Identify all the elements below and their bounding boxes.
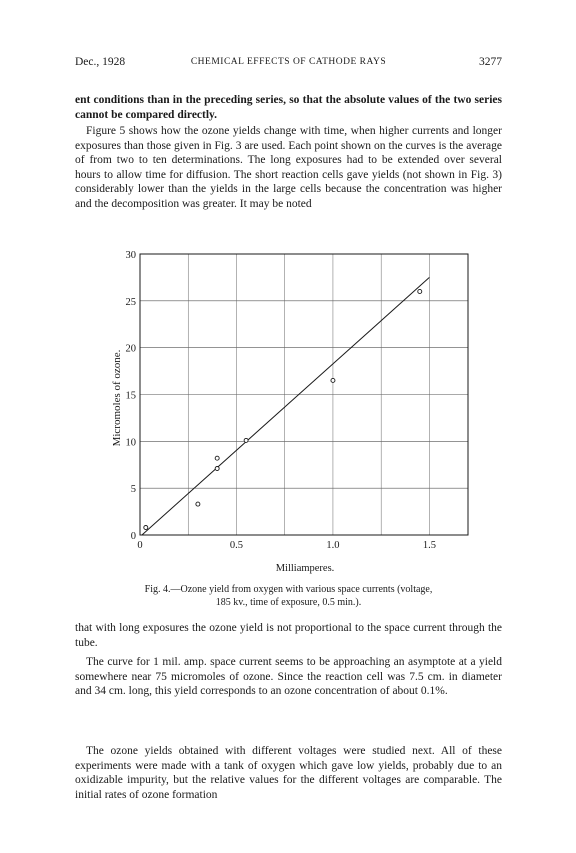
header-date: Dec., 1928 bbox=[75, 56, 126, 68]
data-point bbox=[215, 456, 219, 460]
paragraph-continuation: ent conditions than in the preceding series, so that the absolute values of the two series cannot be compared directly. bbox=[75, 94, 502, 121]
x-tick-label: 0 bbox=[137, 540, 143, 551]
y-tick-label: 15 bbox=[125, 390, 136, 402]
y-tick-label: 5 bbox=[130, 484, 136, 496]
y-tick-label: 10 bbox=[125, 437, 136, 449]
data-point bbox=[331, 378, 335, 382]
data-point bbox=[215, 466, 219, 470]
y-tick-label: 30 bbox=[125, 250, 136, 261]
caption-line-1: Fig. 4.—Ozone yield from oxygen with various space currents (voltage, bbox=[144, 584, 433, 595]
x-tick-label: 1.5 bbox=[422, 540, 436, 551]
paragraph-asymptote: The curve for 1 mil. amp. space current seems to be approaching an asymptote at a yield somewhere near 75 micromoles of ozone. Since the reaction cell was 7.5 cm. in diameter and 34 cm. long, this yield corresponds to an ozone concentration of about 0.1%. bbox=[75, 656, 502, 698]
data-point bbox=[144, 526, 148, 530]
x-tick-labels bbox=[137, 540, 436, 551]
data-points-layer bbox=[144, 289, 422, 529]
y-tick-labels bbox=[126, 250, 137, 542]
data-point bbox=[244, 438, 248, 442]
paragraph-proportionality: that with long exposures the ozone yield is not proportional to the space current through the tube. bbox=[75, 622, 502, 649]
y-tick-label: 0 bbox=[130, 531, 136, 542]
data-point bbox=[196, 502, 200, 506]
paragraph-voltages: The ozone yields obtained with different voltages were studied next. All of these experiments were made with a tank of oxygen which gave low yields, probably due to an oxidizable impurity, but the relative values for the different voltages are comparable. The initial rates of ozone formation bbox=[75, 745, 502, 801]
figure-4-chart bbox=[0, 238, 576, 574]
header-title: CHEMICAL EFFECTS OF CATHODE RAYS bbox=[190, 57, 387, 67]
y-tick-label: 20 bbox=[125, 343, 136, 355]
fit-line-layer bbox=[142, 277, 429, 535]
fit-line bbox=[142, 277, 429, 535]
x-tick-label: 1.0 bbox=[326, 540, 340, 551]
running-header bbox=[75, 56, 502, 70]
x-axis-label: Milliamperes. bbox=[275, 563, 335, 574]
caption-line-2: 185 kv., time of exposure, 0.5 min.). bbox=[215, 596, 362, 608]
paragraph-figure-5: Figure 5 shows how the ozone yields change with time, when higher currents and longer exposures than those given in Fig. 3 are used. Each point shown on the curves is the average of from two to ten determinations. The long exposures had to be extended over several hours to allow time for diffusion. The short reaction cells gave yields (not shown in Fig. 3) considerably lower than the yields in the large cells because the concentration was higher and the decomposition was greater. It may be noted bbox=[75, 125, 502, 210]
figure-caption bbox=[75, 584, 502, 609]
y-tick-label: 25 bbox=[125, 296, 136, 308]
x-tick-label: 0.5 bbox=[229, 540, 244, 551]
data-point bbox=[418, 289, 422, 293]
header-page-number: 3277 bbox=[479, 56, 502, 68]
y-axis-label: Micromoles of ozone. bbox=[111, 349, 123, 447]
